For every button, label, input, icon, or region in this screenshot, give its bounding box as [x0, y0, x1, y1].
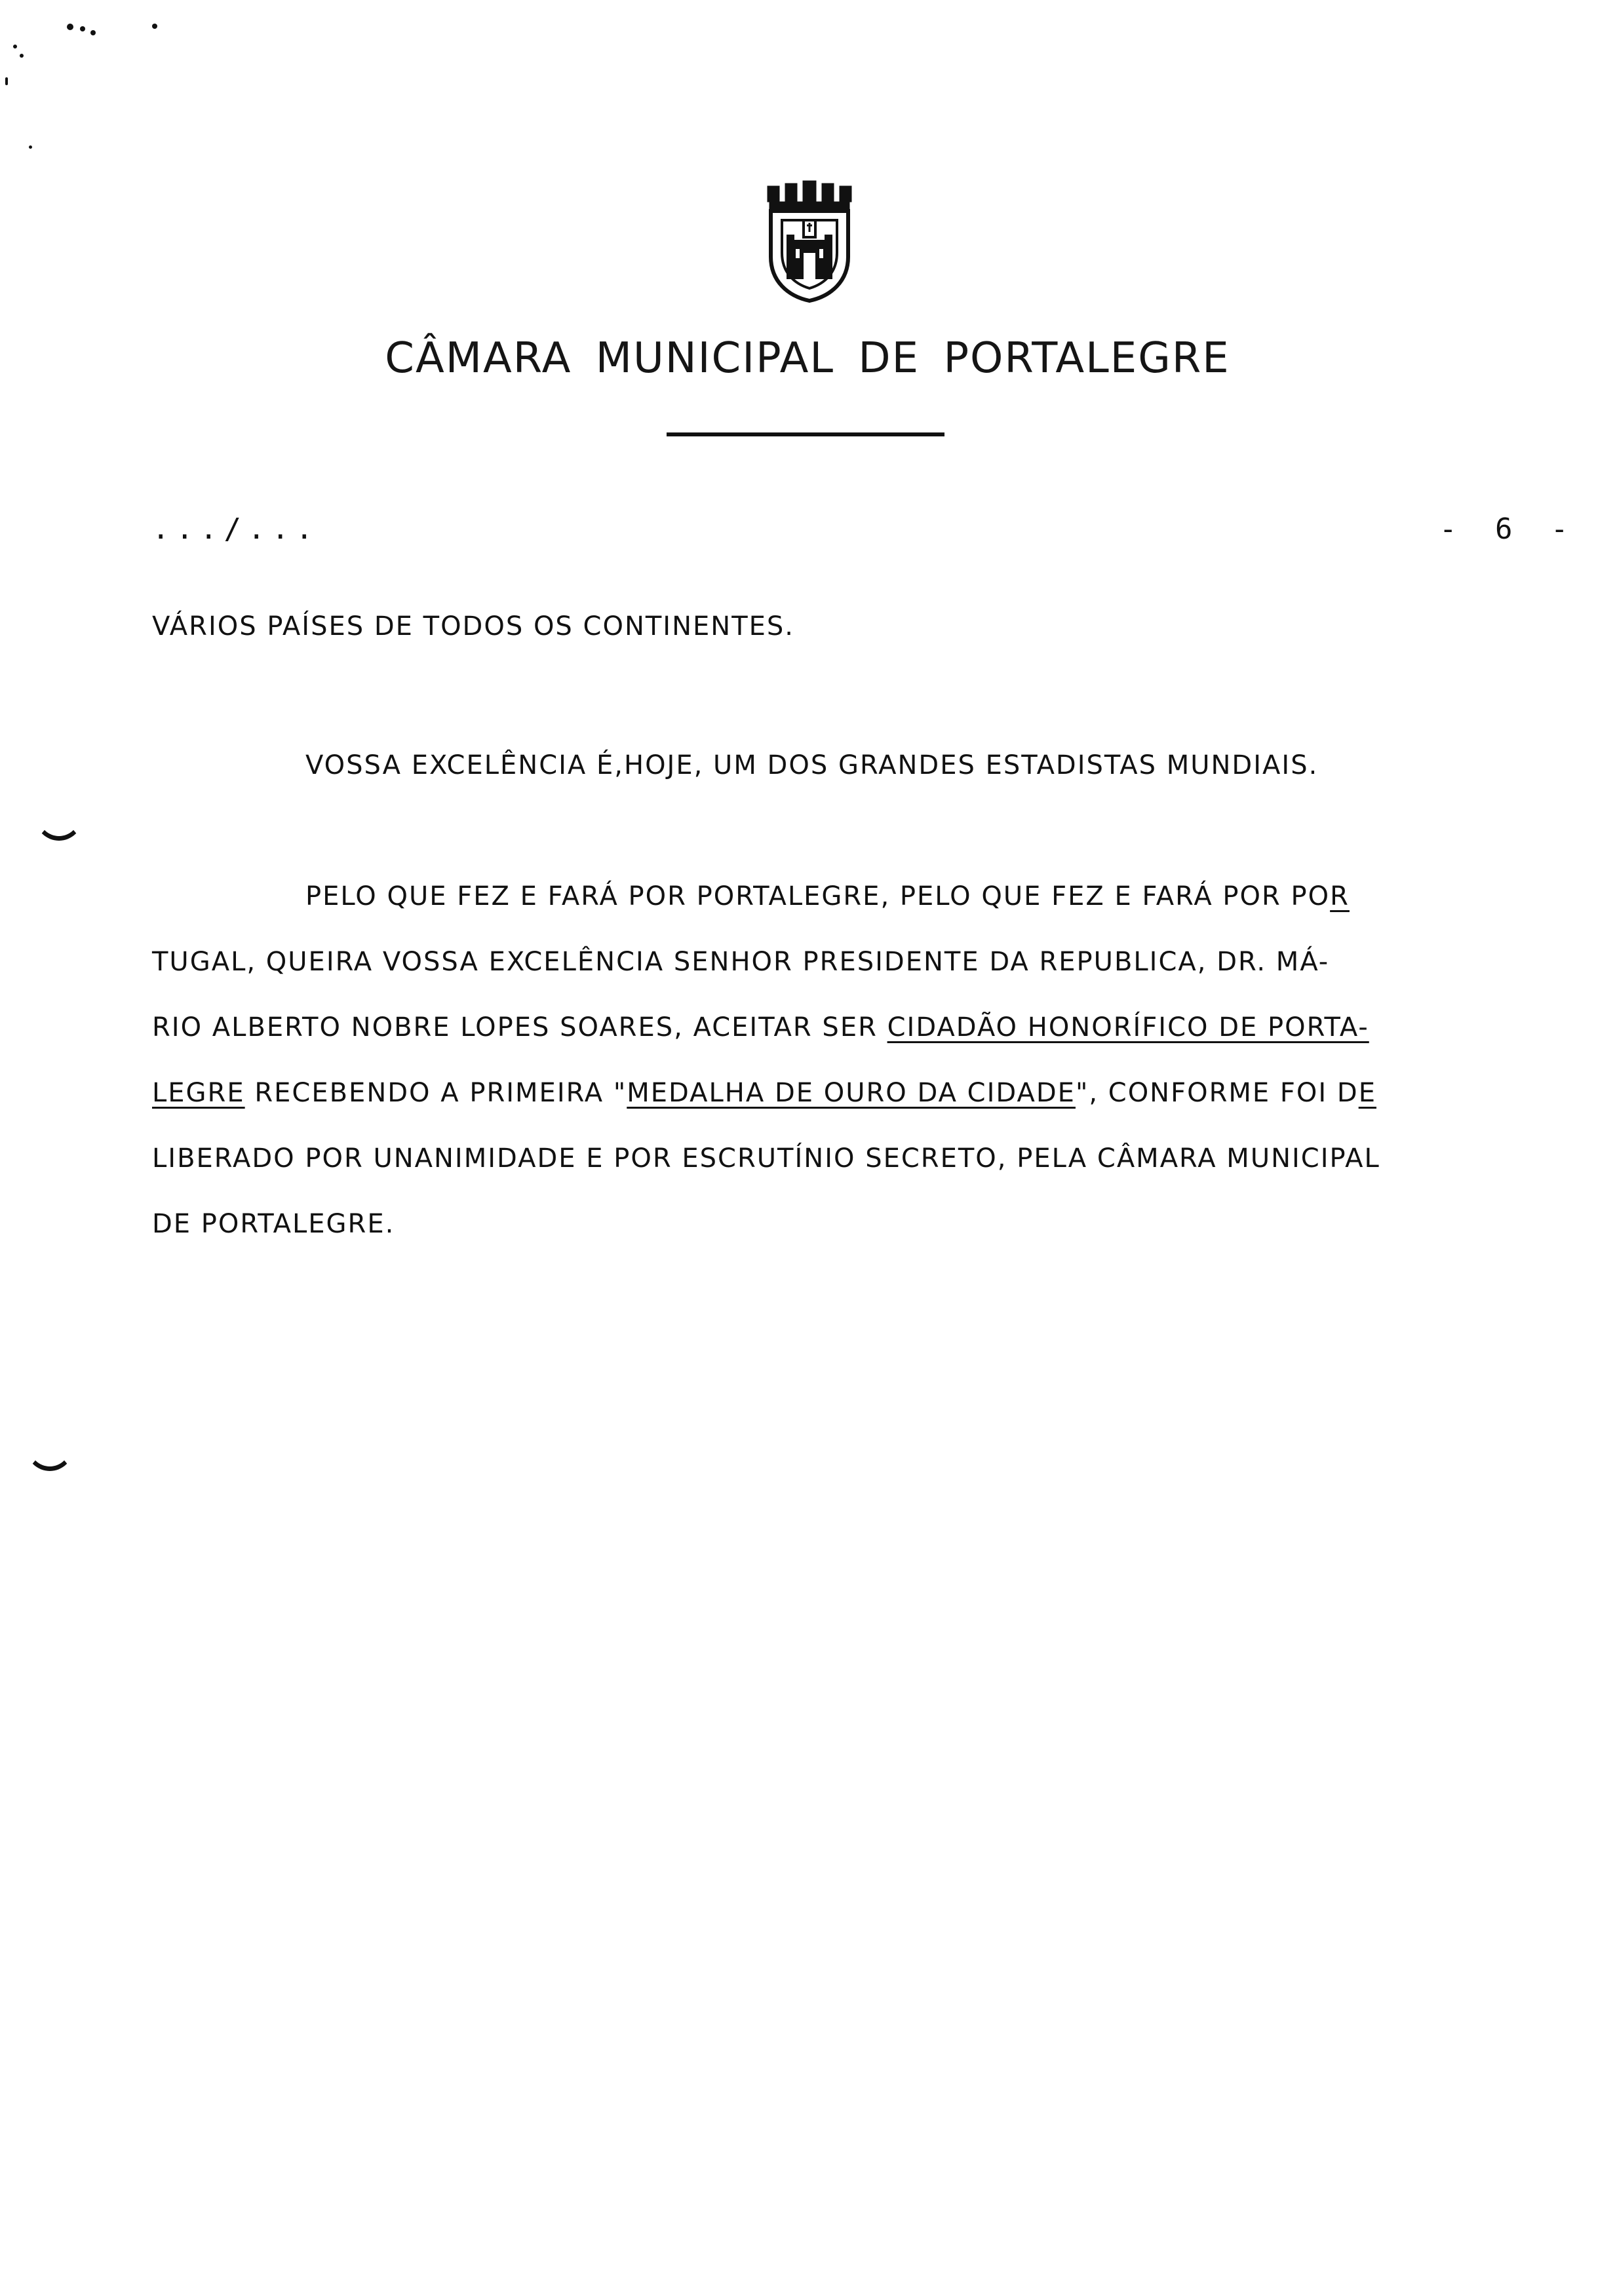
- letter-paragraph-3: [152, 864, 1548, 1257]
- scan-speck: [5, 77, 8, 85]
- scan-speck: [90, 30, 96, 35]
- city-name-continuation: LEGRE: [152, 1078, 245, 1108]
- letter-paragraph-2: [152, 733, 1548, 798]
- scan-speck: [80, 26, 85, 31]
- letterhead-rule: [667, 432, 944, 436]
- scan-speck: [13, 45, 17, 48]
- scan-speck: [20, 54, 24, 58]
- continuation-mark: .../...: [152, 512, 320, 546]
- margin-hook-mark: [26, 1447, 73, 1471]
- letter-text: RECEBENDO A PRIMEIRA ": [244, 1078, 627, 1108]
- gold-medal-phrase: MEDALHA DE OURO DA CIDADE: [627, 1078, 1076, 1108]
- margin-hook-mark: [35, 816, 83, 841]
- scan-speck: [67, 24, 73, 30]
- letter-text: ", CONFORME FOI D: [1075, 1078, 1359, 1108]
- letter-line-2: VOSSA EXCELÊNCIA É,HOJE, UM DOS GRANDES ESTADISTAS MUNDIAIS.: [305, 750, 1319, 780]
- honorary-citizen-phrase: CIDADÃO HONORÍFICO DE PORTA-: [887, 1012, 1369, 1043]
- letter-line-4: TUGAL, QUEIRA VOSSA EXCELÊNCIA SENHOR PRESIDENTE DA REPUBLICA, DR. MÁ-: [152, 947, 1330, 977]
- scan-speck: [152, 24, 157, 29]
- underlined-letter: R: [1330, 881, 1350, 911]
- letter-line-7: LIBERADO POR UNANIMIDADE E POR ESCRUTÍNIO SECRETO, PELA CÂMARA MUNICIPAL: [152, 1143, 1380, 1174]
- letter-text: PELO QUE FEZ E FARÁ POR PORTALEGRE, PELO QUE FEZ E FARÁ POR PO: [305, 881, 1331, 911]
- city-crest-icon: [758, 177, 861, 303]
- letter-paragraph-1: [152, 594, 1548, 659]
- letter-line-1: VÁRIOS PAÍSES DE TODOS OS CONTINENTES.: [152, 611, 795, 641]
- letterhead-title: CÂMARA MUNICIPAL DE PORTALEGRE: [385, 334, 1230, 383]
- page-number: - 6 -: [1439, 512, 1579, 546]
- letter-line-8: DE PORTALEGRE.: [152, 1209, 395, 1239]
- letter-line-3: [152, 864, 1548, 929]
- letter-text: RIO ALBERTO NOBRE LOPES SOARES, ACEITAR SER: [152, 1012, 887, 1043]
- scan-speck: [29, 145, 32, 149]
- letter-line-5: [152, 995, 1548, 1060]
- underlined-letter: E: [1358, 1078, 1376, 1108]
- letter-line-6: [152, 1060, 1548, 1126]
